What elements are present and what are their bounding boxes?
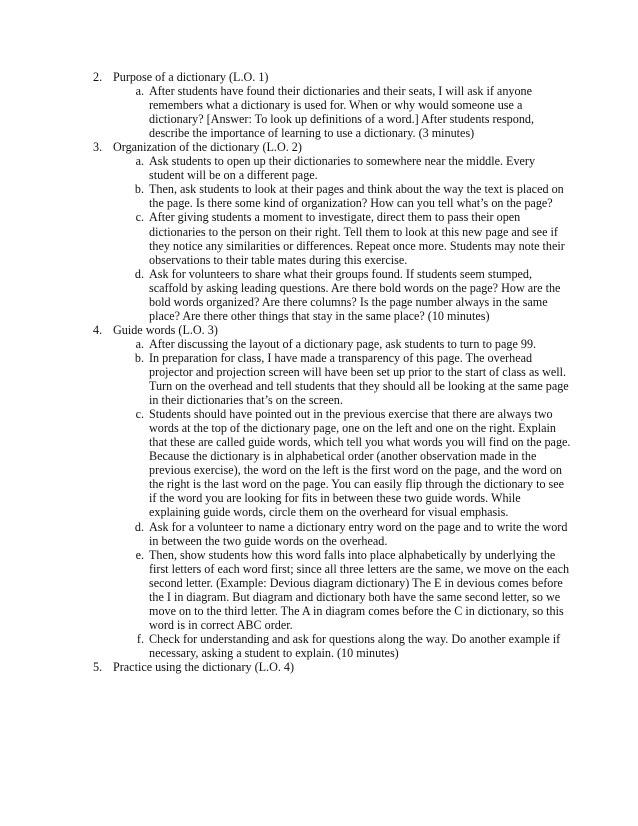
item-letter: d. (134, 519, 144, 534)
section-items (113, 154, 573, 323)
item-text: Then, ask students to look at their pages and think about the way the text is placed on the page. Is there some kind of organization? How can you tell what’s on the page? (149, 182, 564, 211)
outline-section (93, 140, 573, 323)
item-text: In preparation for class, I have made a transparency of this page. The overhead projector and projection screen will have been set up prior to the start of class as well. Turn on the overhead and tell students that they should all be looking at the same page in their dictionaries that’s on the screen. (149, 350, 569, 408)
section-title: Organization of the dictionary (L.O. 2) (113, 140, 302, 155)
item-letter: e. (135, 547, 144, 562)
outline-item (113, 84, 573, 140)
outline-item (113, 337, 573, 351)
outline-section (93, 323, 573, 660)
outline-item (113, 520, 573, 548)
section-items (113, 84, 573, 140)
item-letter: a. (135, 84, 144, 99)
item-letter: b. (134, 350, 144, 365)
item-text: Students should have pointed out in the previous exercise that there are always two words at the top of the dictionary page, one on the left and one on the right. Explain that these are called guide words, which tell you what words you will find on the page. Because the dictionary is in alphabetical order (another observation made in the previous exercise), the word on the left is the first word on the page, and the word on the right is the last word on the page. You can easily flip through the dictionary to see if the word you are looking for fits in between these two guide words. While explaining guide words, circle them on the overheard for visual emphasis. (149, 407, 571, 520)
outline-item (113, 210, 573, 266)
item-text: Then, show students how this word falls into place alphabetically by underlying the first letters of each word first; since all three letters are the same, we move on the each second letter. (Example: Devious diagram dictionary) The E in devious comes before the I in diagram. But diagram and dictionary both have the same second letter, so we move on to the third letter. The A in diagram comes before the C in dictionary, so this word is in correct ABC order. (149, 547, 570, 632)
section-title: Purpose of a dictionary (L.O. 1) (113, 70, 269, 84)
item-text: After giving students a moment to investigate, direct them to pass their open dictionaries to the person on their right. Tell them to look at this new page and see if they notice any similarities or differences. Repeat once more. Students may note their observations to their table mates during this exercise. (149, 210, 565, 267)
item-letter: d. (134, 266, 144, 281)
item-text: Ask students to open up their dictionaries to somewhere near the middle. Every student will be on a different page. (149, 154, 536, 183)
section-number: 2. (93, 70, 103, 84)
outline-item (113, 632, 573, 660)
section-title: Guide words (L.O. 3) (113, 322, 218, 337)
item-letter: c. (135, 210, 144, 225)
section-number: 3. (93, 140, 103, 155)
item-letter: a. (135, 154, 144, 169)
lesson-plan-outline (93, 70, 573, 674)
outline-item (113, 351, 573, 407)
outline-item (113, 182, 573, 210)
item-text: Ask for volunteers to share what their groups found. If students seem stumped, scaffold by asking leading questions. Are there bold words on the page? How are the bold words organized? Are there columns? Is the page number always in the same place? Are there other things that stay in the same place? (10 minutes) (149, 266, 561, 323)
section-number: 5. (93, 659, 103, 674)
item-text: Ask for a volunteer to name a dictionary entry word on the page and to write the word in between the two guide words on the overhead. (149, 519, 568, 548)
section-title: Practice using the dictionary (L.O. 4) (113, 659, 295, 674)
outline-item (113, 154, 573, 182)
section-items (113, 337, 573, 660)
item-letter: b. (134, 182, 144, 197)
outline-section (93, 70, 573, 140)
item-text: After discussing the layout of a dictionary page, ask students to turn to page 99. (149, 336, 537, 351)
item-text: After students have found their dictionaries and their seats, I will ask if anyone remembers what a dictionary is used for. When or why would someone use a dictionary? [Answer: To look up definitions of a word.] After students respond, describe the importance of learning to use a dictionary. (3 minutes) (149, 84, 534, 141)
section-number: 4. (93, 322, 103, 337)
item-letter: f. (136, 631, 144, 646)
outline-item (113, 407, 573, 519)
item-letter: a. (135, 336, 144, 351)
outline-item (113, 267, 573, 323)
outline-item (113, 548, 573, 632)
outline-section (93, 660, 573, 674)
item-text: Check for understanding and ask for questions along the way. Do another example if necessary, asking a student to explain. (10 minutes) (149, 631, 561, 660)
item-letter: c. (135, 407, 144, 422)
